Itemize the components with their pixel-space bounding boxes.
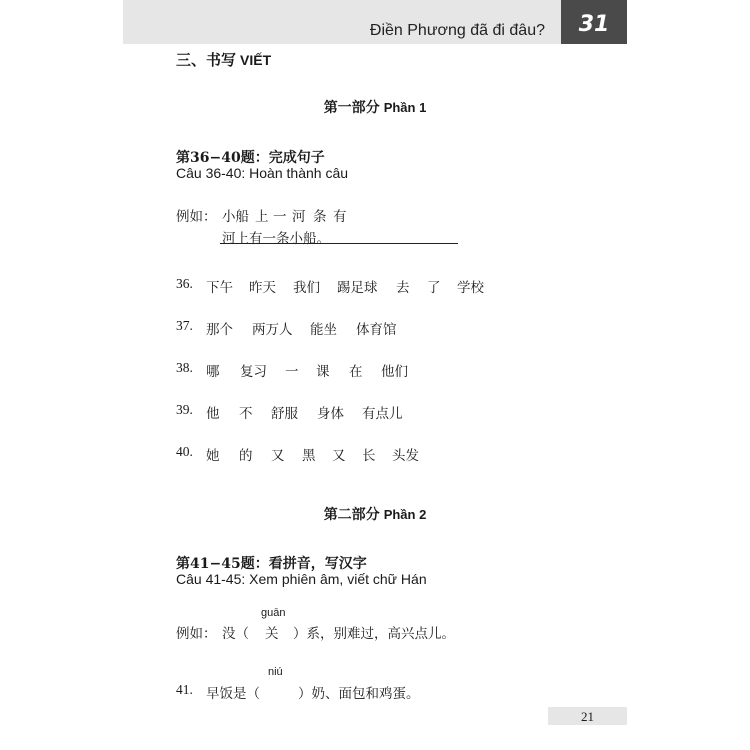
q41-pinyin: niú [268, 666, 283, 678]
page-number: 21 [581, 709, 594, 724]
item-word: 踢足球 [337, 280, 378, 296]
example-label: 例如： [176, 626, 217, 642]
item-word: 黑 [302, 448, 316, 464]
item-word: 哪 [206, 364, 220, 380]
example-word: 一 [273, 209, 287, 225]
q41-number: 41. [176, 682, 193, 697]
item-word: 去 [396, 280, 410, 296]
item-word: 了 [427, 280, 441, 296]
q41-before: 早饭是（ [206, 686, 260, 702]
item-word: 她 [206, 448, 220, 464]
item-number: 36. [176, 276, 193, 291]
item-word: 能坐 [310, 322, 337, 338]
example-word: 小船 [222, 209, 249, 225]
example-word: 上 [255, 209, 269, 225]
item-word: 又 [271, 448, 285, 464]
item-number: 38. [176, 360, 193, 375]
answer-line [220, 243, 458, 244]
item-word: 又 [332, 448, 346, 464]
example-answer: 河上有一条小船。 [222, 231, 330, 247]
item-word: 有点儿 [362, 406, 403, 422]
item-word: 他 [206, 406, 220, 422]
section-title-cn: 三、书写 [176, 51, 237, 69]
item-word: 两万人 [252, 322, 293, 338]
item-word: 在 [349, 364, 363, 380]
example-after: ）系，别难过，高兴点儿。 [293, 626, 455, 642]
item-word: 不 [239, 406, 253, 422]
lesson-title: Điền Phương đã đi đâu? [369, 22, 545, 39]
item-word: 舒服 [271, 406, 298, 422]
item-word: 学校 [457, 280, 484, 296]
example-word: 有 [333, 209, 347, 225]
item-number: 39. [176, 402, 193, 417]
example-word: 河 [292, 209, 306, 225]
part2-task-cn: 第41−45题：看拼音，写汉字 [176, 556, 367, 572]
part2-task-vi: Câu 41-45: Xem phiên âm, viết chữ Hán [176, 571, 427, 587]
item-number: 40. [176, 444, 193, 459]
item-word: 一 [285, 364, 299, 380]
lesson-number: 31 [561, 0, 627, 44]
example-char: 关 [265, 626, 279, 642]
item-word: 头发 [392, 448, 419, 464]
q41-after: ）奶、面包和鸡蛋。 [298, 686, 420, 702]
item-word: 的 [239, 448, 253, 464]
part2-title-cn: 第二部分 [323, 507, 380, 523]
item-word: 体育馆 [356, 322, 397, 338]
item-word: 那个 [206, 322, 233, 338]
part1-title-cn: 第一部分 [323, 100, 380, 116]
part1-task-vi: Câu 36-40: Hoàn thành câu [176, 165, 349, 181]
example-pinyin: guān [261, 607, 286, 619]
item-word: 长 [362, 448, 376, 464]
example-word: 条 [313, 209, 327, 225]
example-label: 例如： [176, 209, 217, 225]
item-number: 37. [176, 318, 193, 333]
item-word: 下午 [206, 280, 233, 296]
section-title [176, 49, 271, 70]
part1-title [0, 97, 750, 117]
item-word: 我们 [293, 280, 320, 296]
part2-title [0, 504, 750, 524]
example-before: 没（ [222, 626, 249, 642]
section-title-vi: VIẾT [240, 52, 272, 68]
item-word: 课 [316, 364, 330, 380]
part1-task-cn: 第36−40题：完成句子 [176, 150, 325, 166]
item-word: 昨天 [249, 280, 276, 296]
part1-title-vi: Phần 1 [383, 100, 427, 115]
item-word: 身体 [317, 406, 344, 422]
item-word: 复习 [240, 364, 267, 380]
part2-title-vi: Phần 2 [383, 507, 427, 522]
item-word: 他们 [381, 364, 408, 380]
